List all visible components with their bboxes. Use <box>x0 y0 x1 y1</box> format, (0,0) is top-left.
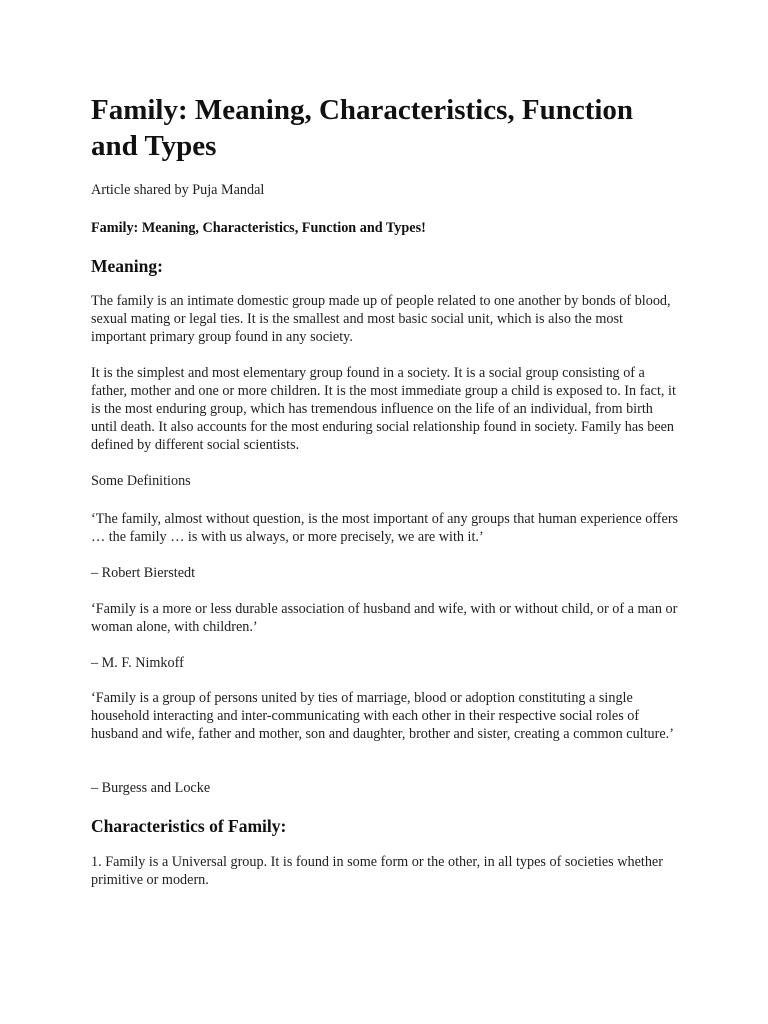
definition-author-3: – Burgess and Locke <box>91 780 211 796</box>
article-title: Family: Meaning, Characteristics, Function and Types <box>91 94 634 162</box>
definition-quote-2: ‘Family is a more or less durable association of husband and wife, with or without child, or of a man or woman alone, with children.’ <box>91 601 678 635</box>
definition-author-1: – Robert Bierstedt <box>91 565 196 581</box>
characteristics-heading: Characteristics of Family: <box>91 816 287 836</box>
meaning-paragraph-1: The family is an intimate domestic group made up of people related to one another by bonds of blood, sexual mating or legal ties. It is the smallest and most basic social unit, which is also the most important primary group found in any society. <box>91 293 671 345</box>
definition-quote-1: ‘The family, almost without question, is the most important of any groups that human experience offers … the family … is with us always, or more precisely, we are with it.’ <box>91 511 679 545</box>
definition-author-2: – M. F. Nimkoff <box>91 655 184 671</box>
definitions-label: Some Definitions <box>91 473 191 489</box>
lead-paragraph: Family: Meaning, Characteristics, Function and Types! <box>91 220 426 236</box>
meaning-heading: Meaning: <box>91 256 163 276</box>
definition-quote-3: ‘Family is a group of persons united by ties of marriage, blood or adoption constituting a single household interacting and inter-communicating with each other in their respective social roles of husband and wife, father and mother, son and daughter, brother and sister, creating a common culture.’ <box>91 690 674 742</box>
byline: Article shared by Puja Mandal <box>91 182 265 198</box>
characteristic-item-1: 1. Family is a Universal group. It is found in some form or the other, in all types of societies whether primitive or modern. <box>91 854 663 888</box>
meaning-paragraph-2: It is the simplest and most elementary group found in a society. It is a social group consisting of a father, mother and one or more children. It is the most immediate group a child is exposed to. In fact, it is the most enduring group, which has tremendous influence on the life of an individual, from birth until death. It also accounts for the most enduring social relationship found in society. Family has been defined by different social scientists. <box>91 365 676 453</box>
